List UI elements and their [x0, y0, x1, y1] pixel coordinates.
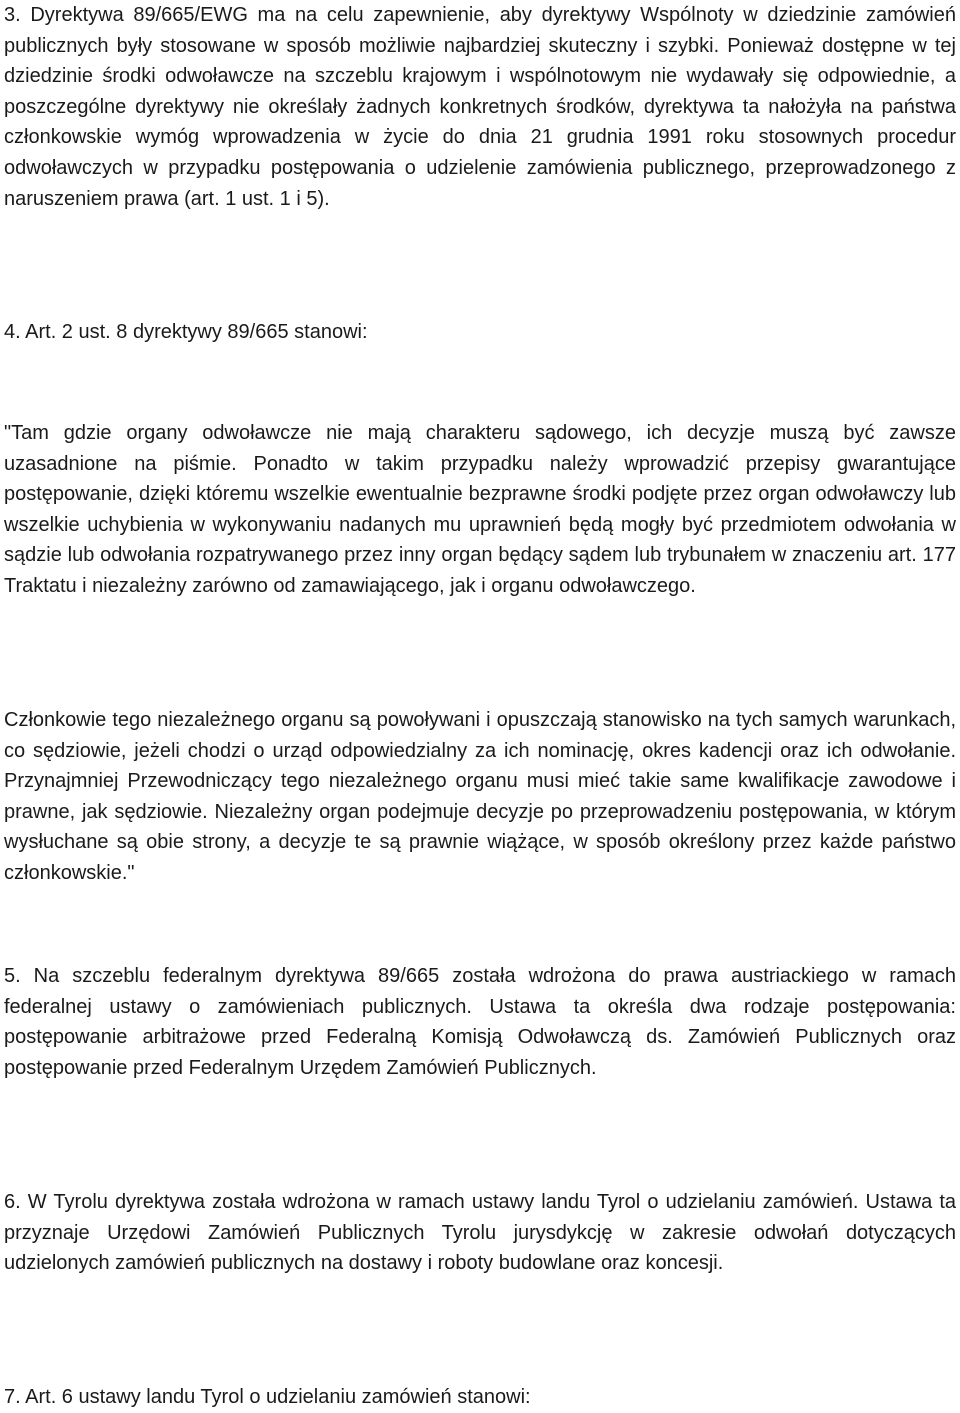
quote-paragraph-1: "Tam gdzie organy odwoławcze nie mają charakteru sądowego, ich decyzje muszą być zawsze uzasadnione na piśmie. Ponadto w takim przypadku należy wprowadzić przepisy gwarantujące postępowanie, dzięki któremu wszelkie ewentualnie bezprawne środki podjęte przez organ odwoławczy lub wszelkie uchybienia w wykonywaniu nadanych mu uprawnień będą mogły być przedmiotem odwołania w sądzie lub odwołania rozpatrywanego przez inny organ będący sądem lub trybunałem w znaczeniu art. 177 Traktatu i niezależny zarówno od zamawiającego, jak i organu odwoławczego. [4, 422, 956, 597]
paragraph-5: 5. Na szczeblu federalnym dyrektywa 89/665 została wdrożona do prawa austriackiego w ramach federalnej ustawy o zamówieniach publicznych. Ustawa ta określa dwa rodzaje postępowania: postępowanie arbitrażowe przed Federalną Komisją Odwoławczą ds. Zamówień Publicznych oraz postępowanie przed Federalnym Urzędem Zamówień Publicznych. [4, 965, 956, 1079]
paragraph-6: 6. W Tyrolu dyrektywa została wdrożona w ramach ustawy landu Tyrol o udzielaniu zamówień. Ustawa ta przyznaje Urzędowi Zamówień Publicznych Tyrolu jurysdykcję w zakresie odwołań dotyczących udzielonych zamówień publicznych na dostawy i roboty budowlane oraz koncesji. [4, 1191, 956, 1275]
paragraph-3: 3. Dyrektywa 89/665/EWG ma na celu zapewnienie, aby dyrektywy Wspólnoty w dziedzinie zamówień publicznych były stosowane w sposób możliwie najbardziej skuteczny i szybki. Ponieważ dostępne w tej dziedzinie środki odwoławcze na szczeblu krajowym i wspólnotowym nie wydawały się odpowiednie, a poszczególne dyrektywy nie określały żadnych konkretnych środków, dyrektywa ta nałożyła na państwa członkowskie wymóg wprowadzenia w życie do dnia 21 grudnia 1991 roku stosownych procedur odwoławczych w przypadku postępowania o udzielenie zamówienia publicznego, przeprowadzonego z naruszeniem prawa (art. 1 ust. 1 i 5). [4, 4, 956, 210]
paragraph-4: 4. Art. 2 ust. 8 dyrektywy 89/665 stanowi: [4, 321, 368, 343]
paragraph-7: 7. Art. 6 ustawy landu Tyrol o udzielaniu zamówień stanowi: [4, 1386, 531, 1408]
quote-paragraph-2: Członkowie tego niezależnego organu są powoływani i opuszczają stanowisko na tych samych warunkach, co sędziowie, jeżeli chodzi o urząd odpowiedzialny za ich nominację, okres kadencji oraz ich odwołanie. Przynajmniej Przewodniczący tego niezależnego organu musi mieć takie same kwalifikacje zawodowe i prawne, jak sędziowie. Niezależny organ podejmuje decyzje po przeprowadzeniu postępowania, w którym wysłuchane są obie strony, a decyzje te są prawnie wiążące, w sposób określony przez każde państwo członkowskie." [4, 709, 956, 884]
